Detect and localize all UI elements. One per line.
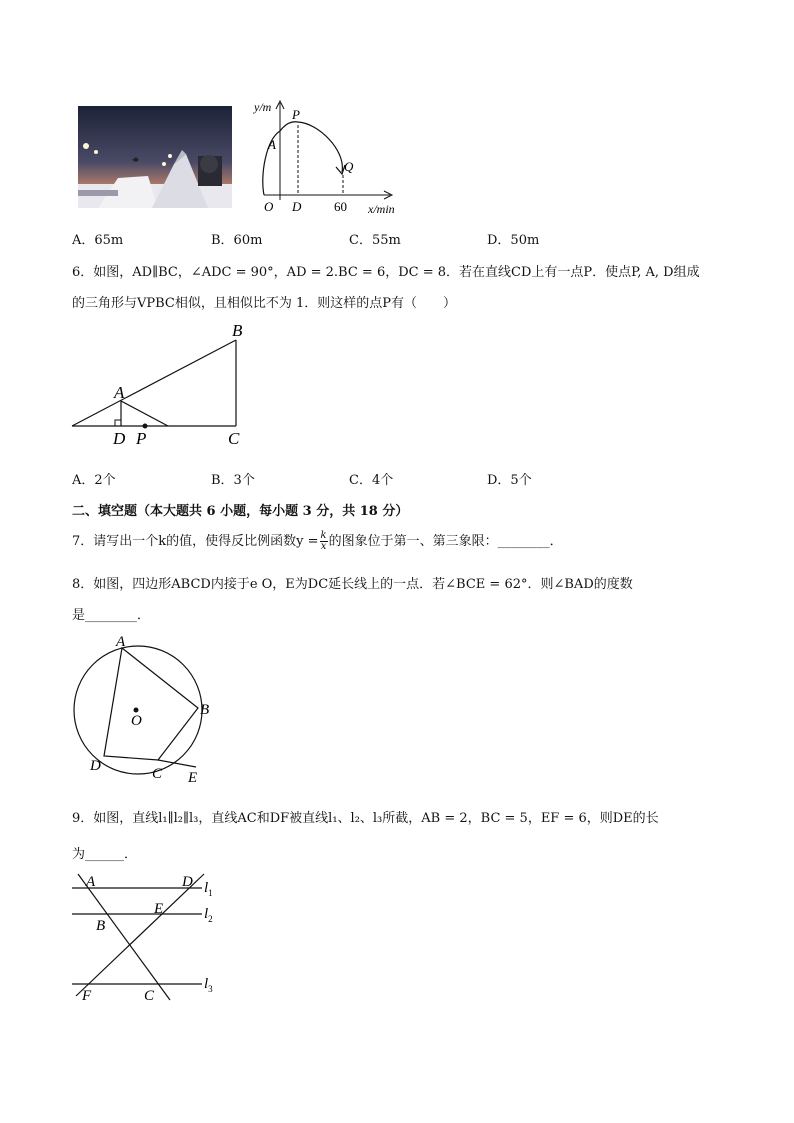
q6-figure	[66, 320, 256, 450]
label-D: D	[182, 874, 193, 890]
q6-option-c: C．4个	[349, 473, 394, 488]
center-point	[134, 708, 139, 713]
q6-option-d: D．5个	[487, 473, 532, 488]
q6-question-line2: 的三角形与VPBC相似，且相似比不为 1．则这样的点P有（ ）	[72, 296, 457, 311]
label-60: 60	[334, 199, 347, 214]
q8-question-line1: 8．如图，四边形ABCD内接于e O，E为DC延长线上的一点．若∠BCE = 62°．则∠BAD的度数	[72, 577, 633, 592]
y-axis-label: y/m	[254, 100, 272, 114]
label-P: P	[292, 107, 300, 122]
label-C: C	[228, 429, 240, 448]
label-P: P	[136, 429, 147, 448]
q5-option-b: B．60m	[211, 233, 263, 248]
q7-question	[72, 530, 563, 552]
label-D: D	[113, 429, 126, 448]
label-l1: $l_1$	[204, 880, 213, 898]
q5-option-d: D．50m	[487, 233, 540, 248]
q8-circle-figure	[68, 630, 218, 790]
q6-question-line1: 6．如图，AD∥BC，∠ADC = 90°，AD = 2.BC = 6，DC = 8．若在直线CD上有一点P．使点P, A, D组成	[72, 265, 700, 280]
label-B: B	[200, 702, 210, 718]
q6-option-b: B．3个	[211, 473, 255, 488]
label-F: F	[82, 988, 92, 1004]
q8-question-line2: 是________．	[72, 608, 151, 623]
label-O: O	[131, 713, 142, 729]
q9-question-line1: 9．如图，直线l₁∥l₂∥l₃，直线AC和DF被直线l₁、l₂、l₃所截，AB = 2，BC = 5，EF = 6，则DE的长	[72, 811, 659, 826]
q7-text-before: 7．请写出一个k的值，使得反比例函数y =	[72, 534, 319, 549]
section-heading: 二、填空题（本大题共 6 小题，每小题 3 分，共 18 分）	[72, 504, 409, 519]
fraction-numerator: k	[320, 530, 327, 541]
label-B: B	[96, 918, 106, 934]
label-B: B	[232, 321, 243, 340]
q6-option-a: A．2个	[72, 473, 116, 488]
q5-trajectory-graph	[250, 95, 410, 220]
q5-option-c: C．55m	[349, 233, 401, 248]
label-E: E	[154, 901, 164, 917]
label-C: C	[144, 988, 155, 1004]
label-A: A	[116, 634, 126, 650]
fraction-k-over-x	[320, 531, 328, 552]
label-C: C	[152, 766, 163, 782]
label-D: D	[292, 199, 302, 214]
ski-jump-photo	[78, 106, 232, 208]
label-l2: $l_2$	[204, 906, 213, 924]
label-D: D	[90, 758, 101, 774]
line-ap	[121, 401, 168, 426]
label-O: O	[264, 199, 274, 214]
q7-text-after: 的图象位于第一、第三象限：________．	[328, 534, 563, 549]
label-A: A	[86, 874, 96, 890]
fraction-denominator: x	[320, 541, 327, 552]
x-axis-label: x/min	[368, 202, 395, 216]
label-Q: Q	[344, 159, 354, 174]
line-extended-hyp	[72, 340, 236, 426]
line-df	[76, 874, 204, 996]
right-angle-mark	[115, 420, 121, 426]
label-l3: $l_3$	[204, 976, 213, 994]
point-p	[143, 424, 148, 429]
trajectory-curve	[263, 122, 343, 195]
label-A: A	[114, 383, 125, 402]
label-E: E	[188, 770, 198, 786]
q9-question-line2: 为______．	[72, 847, 138, 862]
label-A: A	[268, 137, 276, 152]
q9-parallel-lines-figure	[66, 866, 236, 1006]
q5-option-a: A．65m	[72, 233, 124, 248]
